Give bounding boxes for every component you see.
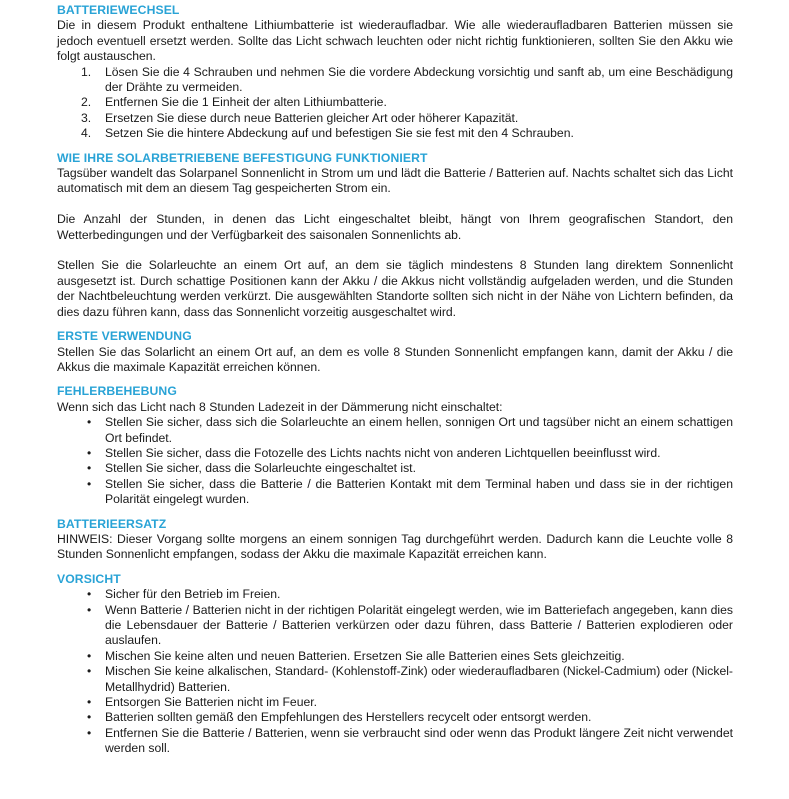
section-battery-change (57, 3, 733, 142)
section-caution (57, 572, 733, 757)
list-item (57, 603, 733, 649)
section-heading: ERSTE VERWENDUNG (57, 329, 192, 344)
section-first-use (57, 329, 733, 375)
bullet-icon: • (87, 415, 92, 430)
list-item (57, 95, 733, 110)
list-item (57, 710, 733, 725)
item-text: Entsorgen Sie Batterien nicht im Feuer. (105, 695, 318, 710)
list-item (57, 477, 733, 508)
step-number: 1. (81, 64, 92, 79)
bullet-icon: • (87, 461, 92, 476)
list-item (57, 587, 733, 602)
step-number: 4. (81, 126, 92, 141)
section-heading: VORSICHT (57, 571, 121, 586)
bullet-icon: • (87, 602, 92, 617)
list-item (57, 65, 733, 96)
section-heading: WIE IHRE SOLARBETRIEBENE BEFESTIGUNG FUNKTIONIERT (57, 150, 428, 165)
bullet-icon: • (87, 710, 92, 725)
paragraph: Stellen Sie das Solarlicht an einem Ort auf, an dem es volle 8 Stunden Sonnenlicht empfangen kann, damit der Akku / die Akkus die maximale Kapazität erreichen können. (57, 344, 733, 374)
item-text: Stellen Sie sicher, dass sich die Solarleuchte an einem hellen, sonnigen Ort und tagsüber nicht an einem schattigen Ort befindet. (105, 415, 733, 445)
bullet-list (57, 587, 733, 756)
item-text: Batterien sollten gemäß den Empfehlungen des Herstellers recycelt oder entsorgt werden. (105, 710, 592, 725)
list-item (57, 446, 733, 461)
bullet-icon: • (87, 648, 92, 663)
bullet-icon: • (87, 695, 92, 710)
list-item (57, 461, 733, 476)
step-text: Setzen Sie die hintere Abdeckung auf und befestigen Sie sie fest mit den 4 Schrauben. (105, 126, 574, 141)
section-heading: FEHLERBEHEBUNG (57, 384, 177, 399)
list-item (57, 664, 733, 695)
section-heading: BATTERIEWECHSEL (57, 3, 180, 17)
section-intro: Wenn sich das Licht nach 8 Stunden Ladezeit in der Dämmerung nicht einschaltet: (57, 399, 503, 414)
list-item (57, 415, 733, 446)
bullet-icon: • (87, 445, 92, 460)
bullet-icon: • (87, 725, 92, 740)
paragraph: Die Anzahl der Stunden, in denen das Licht eingeschaltet bleibt, hängt von Ihrem geografischen Standort, den Wetterbedingungen und der Verfügbarkeit des saisonalen Sonnenlichts ab. (57, 212, 733, 242)
steps-list (57, 65, 733, 142)
list-item (57, 111, 733, 126)
item-text: Mischen Sie keine alkalischen, Standard- (Kohlenstoff-Zink) oder wiederaufladbaren (Nickel-Cadmium) oder (Nickel-Metallhydrid) Batterien. (105, 664, 733, 694)
item-text: Stellen Sie sicher, dass die Solarleuchte eingeschaltet ist. (105, 461, 416, 476)
step-number: 3. (81, 110, 92, 125)
section-how-it-works (57, 151, 733, 320)
paragraph: Stellen Sie die Solarleuchte an einem Ort auf, an dem sie täglich mindestens 8 Stunden lang direktem Sonnenlicht ausgesetzt ist. Durch schattige Positionen kann der Akku / die Akkus nicht vollständig aufgeladen werden, und die Stunden der Nachtbeleuchtung werden verkürzt. Die ausgewählten Standorte sollten sich nicht in der Nähe von Lichtern befinden, da dies dazu führen kann, dass das Sonnenlicht vorzeitig ausgeschaltet wird. (57, 258, 733, 319)
step-text: Ersetzen Sie diese durch neue Batterien gleicher Art oder höherer Kapazität. (105, 110, 519, 125)
document-page (57, 3, 733, 757)
paragraph: Tagsüber wandelt das Solarpanel Sonnenlicht in Strom um und lädt die Batterie / Batterien auf. Nachts schaltet sich das Licht automatisch mit dem an diesem Tag gespeicherten Strom ein. (57, 166, 733, 196)
item-text: Entfernen Sie die Batterie / Batterien, wenn sie verbraucht sind oder wenn das Produkt längere Zeit nicht verwendet werden soll. (105, 725, 733, 756)
bullet-icon: • (87, 476, 92, 491)
section-heading: BATTERIEERSATZ (57, 516, 167, 531)
section-intro: Die in diesem Produkt enthaltene Lithiumbatterie ist wiederaufladbar. Wie alle wiederaufladbaren Batterien müssen sie jedoch eventuell ersetzt werden. Sollte das Licht schwach leuchten oder nicht richtig funktionieren, sollten Sie den Akku wie folgt austauschen. (57, 18, 733, 64)
list-item (57, 126, 733, 141)
step-number: 2. (81, 95, 92, 110)
step-text: Entfernen Sie die 1 Einheit der alten Lithiumbatterie. (105, 95, 387, 110)
section-troubleshooting (57, 384, 733, 507)
item-text: Sicher für den Betrieb im Freien. (105, 587, 281, 602)
item-text: Mischen Sie keine alten und neuen Batterien. Ersetzen Sie alle Batterien eines Sets gleichzeitig. (105, 648, 625, 663)
paragraph: HINWEIS: Dieser Vorgang sollte morgens an einem sonnigen Tag durchgeführt werden. Dadurch kann die Leuchte volle 8 Stunden Sonnenlicht empfangen, sodass der Akku die maximale Kapazität erreichen kann. (57, 531, 733, 562)
bullet-icon: • (87, 664, 92, 679)
item-text: Stellen Sie sicher, dass die Fotozelle des Lichts nachts nicht von anderen Lichtquellen beeinflusst wird. (105, 445, 661, 460)
item-text: Wenn Batterie / Batterien nicht in der richtigen Polarität eingelegt werden, wie im Batteriefach angegeben, kann dies die Lebensdauer der Batterie / Batterien verkürzen oder dazu führen, dass Batterie / Batterien explodieren oder auslaufen. (105, 602, 733, 648)
section-battery-replacement (57, 517, 733, 563)
step-text: Lösen Sie die 4 Schrauben und nehmen Sie die vordere Abdeckung vorsichtig und sanft ab, um eine Beschädigung der Drähte zu vermeiden. (105, 64, 733, 95)
list-item (57, 649, 733, 664)
bullet-icon: • (87, 587, 92, 602)
item-text: Stellen Sie sicher, dass die Batterie / die Batterien Kontakt mit dem Terminal haben und dass sie in der richtigen Polarität eingelegt wurden. (105, 476, 733, 507)
bullet-list (57, 415, 733, 507)
list-item (57, 695, 733, 710)
list-item (57, 726, 733, 757)
